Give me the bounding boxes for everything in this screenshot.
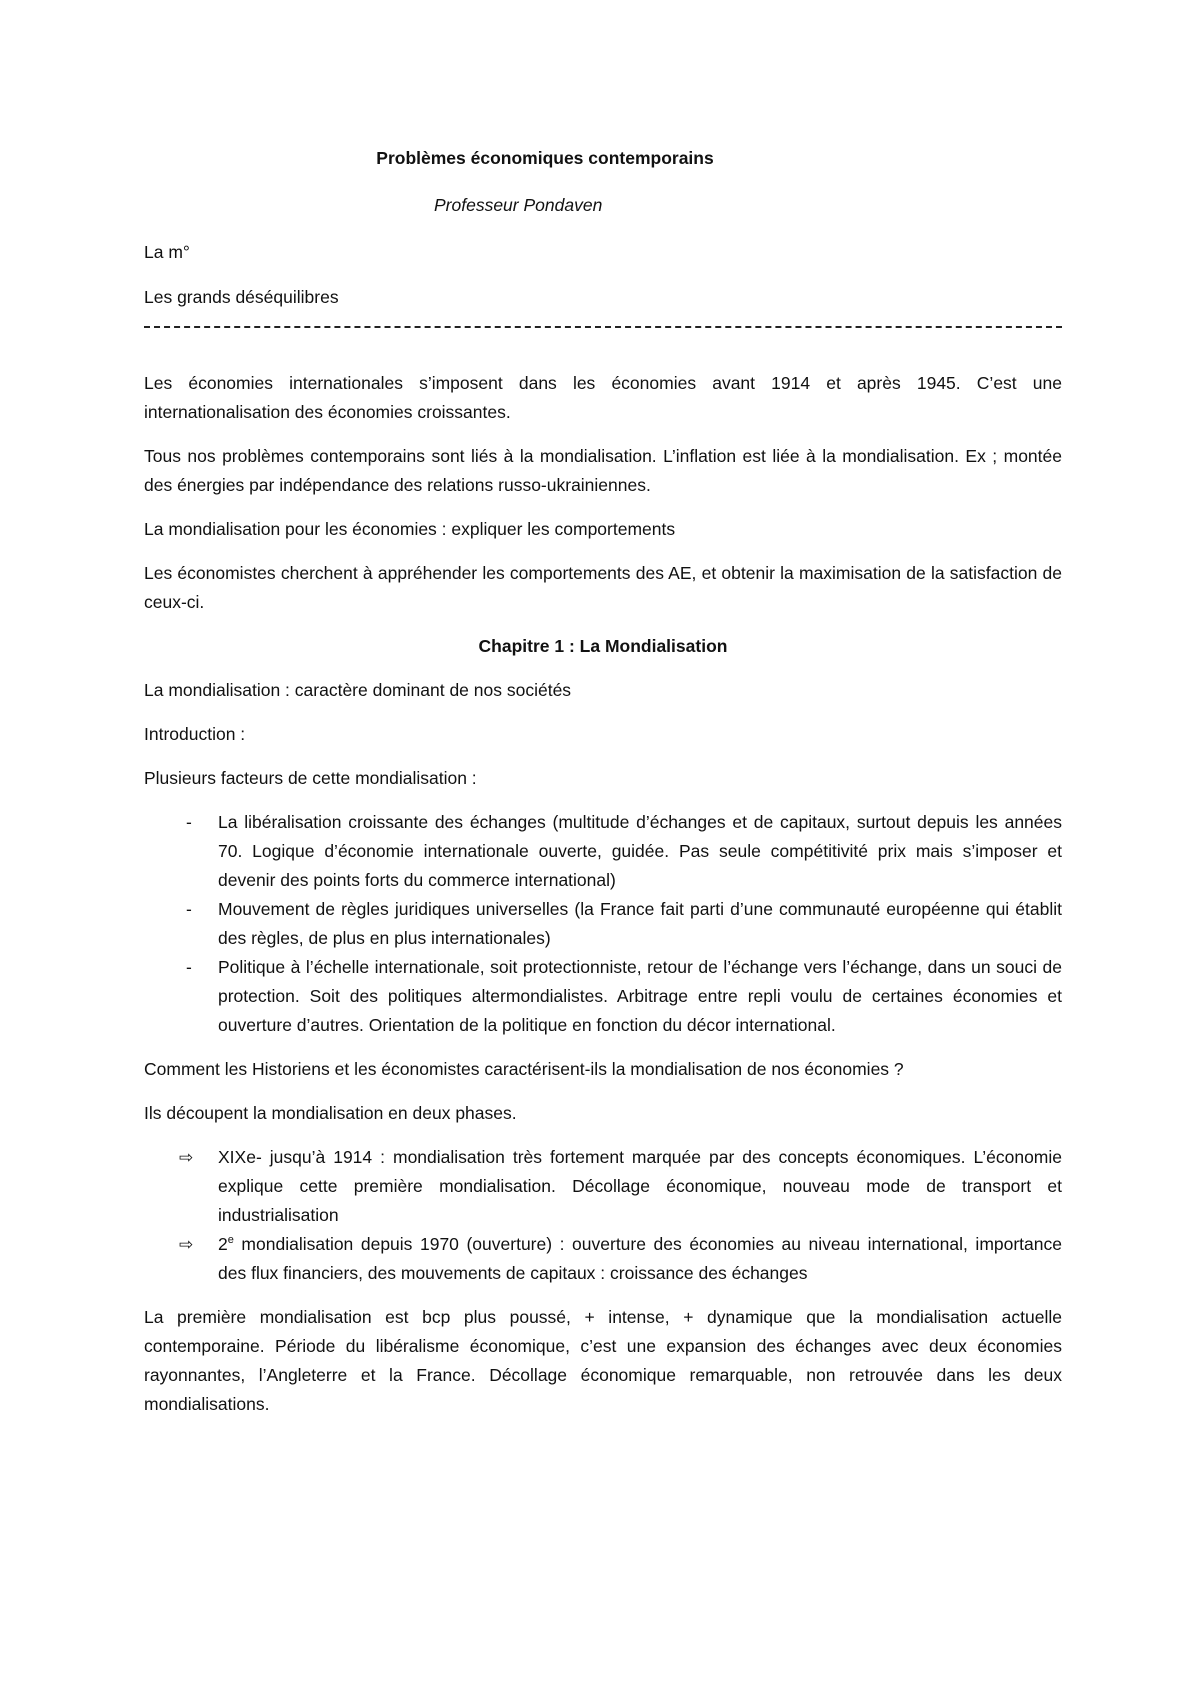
paragraph: Tous nos problèmes contemporains sont liés à la mondialisation. L’inflation est liée à la mondialisation. Ex ; montée des énergies par indépendance des relations russo-ukrainiennes. [144,446,1062,495]
paragraph: Les économies internationales s’imposent dans les économies avant 1914 et après 1945. C’est une internationalisation des économies croissantes. [144,373,1062,422]
document-body [144,369,1062,1434]
paragraph: La mondialisation : caractère dominant de nos sociétés [144,680,572,700]
dash-bullet: - [186,957,192,977]
paragraph: Ils découpent la mondialisation en deux phases. [144,1103,517,1123]
list-item-text: La libéralisation croissante des échanges (multitude d’échanges et de capitaux, surtout depuis les années 70. Logique d’économie internationale ouverte, guidée. Pas seule compétitivité prix mais s’imposer et devenir des points forts du commerce international) [218,812,1062,890]
document-author: Professeur Pondaven [434,195,603,215]
list-item-text: Politique à l’échelle internationale, soit protectionniste, retour de l’échange vers l’échange, dans un souci de protection. Soit des politiques altermondialistes. Arbitrage entre repli voulu de certaines économies et ouverture d’autres. Orientation de la politique en fonction du décor international. [218,957,1062,1035]
paragraph: Comment les Historiens et les économistes caractérisent-ils la mondialisation de nos économies ? [144,1059,904,1079]
list-item-text: Mouvement de règles juridiques universelles (la France fait parti d’une communauté européenne qui établit des règles, de plus en plus internationales) [218,899,1062,948]
phases-list [144,1143,1062,1288]
separator-line [144,326,1062,328]
list-item [144,1230,1062,1288]
list-item-text: mondialisation depuis 1970 (ouverture) : ouverture des économies au niveau international, importance des flux financiers, des mouvements de capitaux : croissance des échanges [218,1234,1062,1283]
paragraph: Les économistes cherchent à appréhender les comportements des AE, et obtenir la maximisation de la satisfaction de ceux-ci. [144,563,1062,612]
list-item [144,808,1062,895]
factors-list [144,808,1062,1040]
list-item-text: XIXe- jusqu’à 1914 : mondialisation très fortement marquée par des concepts économiques. L’économie explique cette première mondialisation. Décollage économique, nouveau mode de transport et industrialisation [218,1147,1062,1225]
list-item [144,895,1062,953]
header-line-1: La m° [144,242,190,262]
chapter-heading: Chapitre 1 : La Mondialisation [478,636,728,656]
arrow-right-icon: ⇨ [179,1148,194,1167]
arrow-right-icon: ⇨ [179,1235,194,1254]
phase2-number: 2 [218,1234,228,1254]
paragraph: Plusieurs facteurs de cette mondialisation : [144,768,477,788]
document-title: Problèmes économiques contemporains [376,148,714,168]
phase2-superscript: e [227,1234,234,1247]
dash-bullet: - [186,899,192,919]
paragraph: La première mondialisation est bcp plus poussé, + intense, + dynamique que la mondialisation actuelle contemporaine. Période du libéralisme économique, c’est une expansion des échanges avec deux économies rayonnantes, l’Angleterre et la France. Décollage économique remarquable, non retrouvée dans les deux mondialisations. [144,1307,1062,1414]
header-line-2: Les grands déséquilibres [144,287,339,307]
list-item [144,1143,1062,1230]
paragraph: La mondialisation pour les économies : expliquer les comportements [144,519,676,539]
list-item [144,953,1062,1040]
dash-bullet: - [186,812,192,832]
paragraph: Introduction : [144,724,246,744]
